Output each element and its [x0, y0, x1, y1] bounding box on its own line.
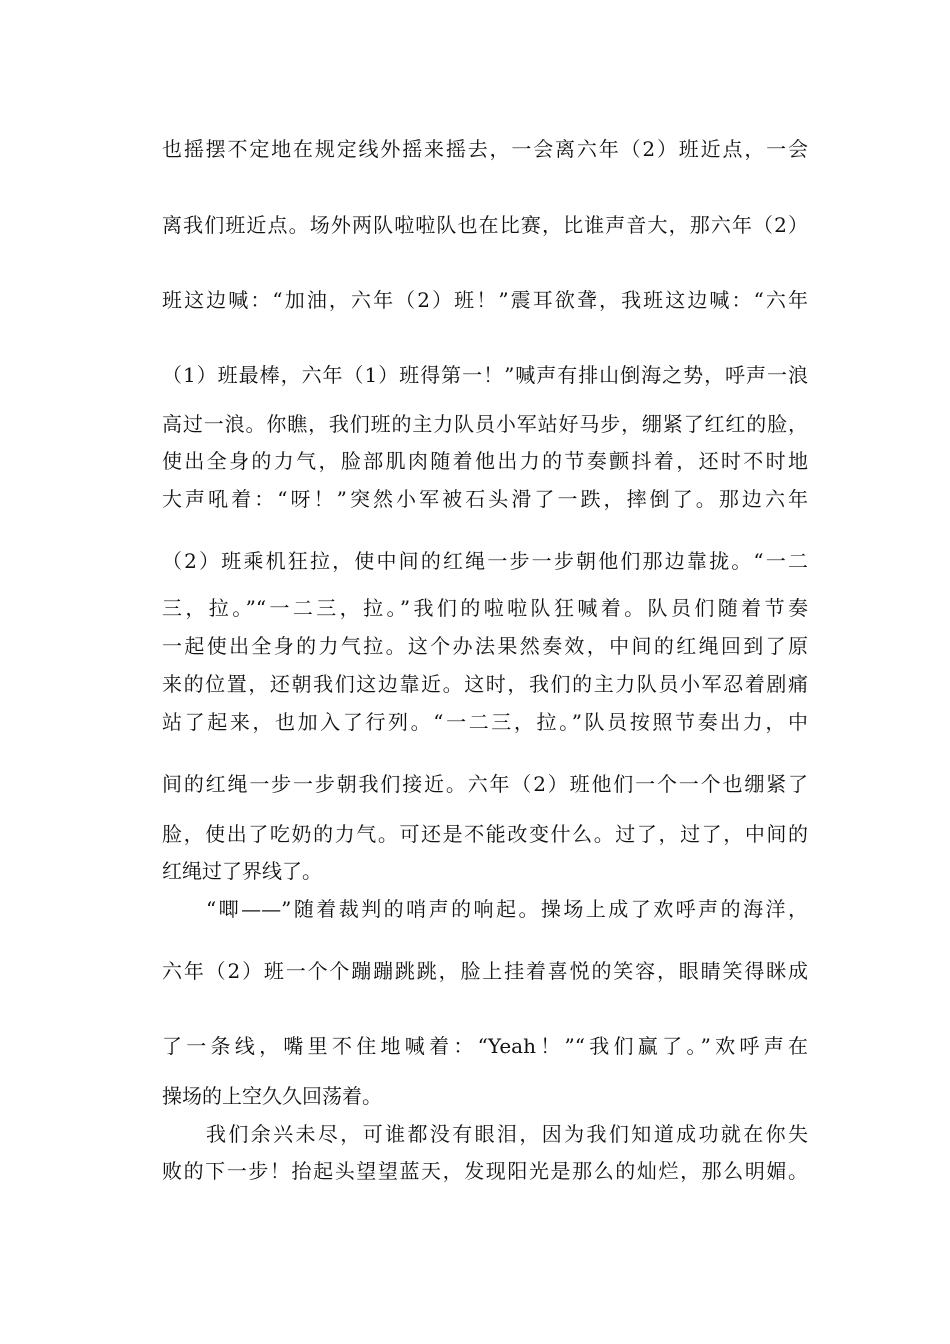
text-line: 脸，使出了吃奶的力气。可还是不能改变什么。过了，过了，中间的	[162, 822, 808, 846]
text-line: 了一条线，嘴里不住地喊着：“Yeah！”“我们赢了。”欢呼声在	[162, 1034, 808, 1058]
text-line: 站了起来，也加入了行列。“一二三，拉。”队员按照节奏出力，中	[162, 710, 808, 734]
text-line: 大声吼着：“呀！”突然小军被石头滑了一跌，摔倒了。那边六年	[162, 487, 808, 511]
text-line: 败的下一步！抬起头望望蓝天，发现阳光是那么的灿烂，那么明媚。	[162, 1159, 808, 1183]
text-line: 班这边喊：“加油，六年（2）班！”震耳欲聋，我班这边喊：“六年	[162, 288, 808, 312]
text-line: 离我们班近点。场外两队啦啦队也在比赛，比谁声音大，那六年（2）	[162, 213, 808, 237]
text-line: 来的位置，还朝我们这边靠近。这时，我们的主力队员小军忍着剧痛	[162, 672, 808, 696]
text-line: 高过一浪。你瞧，我们班的主力队员小军站好马步，绷紧了红红的脸，	[162, 412, 808, 436]
text-line: 间的红绳一步一步朝我们接近。六年（2）班他们一个一个也绷紧了	[162, 772, 808, 796]
text-line: 一起使出全身的力气拉。这个办法果然奏效，中间的红绳回到了原	[162, 634, 808, 658]
text-line: 使出全身的力气，脸部肌肉随着他出力的节奏颤抖着，还时不时地	[162, 449, 808, 473]
text-line: （2）班乘机狂拉，使中间的红绳一步一步朝他们那边靠拢。“一二	[162, 549, 808, 573]
text-line: 操场的上空久久回荡着。	[162, 1084, 382, 1108]
text-line: 红绳过了界线了。	[162, 859, 322, 883]
text-line: 我们余兴未尽，可谁都没有眼泪，因为我们知道成功就在你失	[206, 1122, 808, 1146]
text-line: （1）班最棒，六年（1）班得第一！”喊声有排山倒海之势，呼声一浪	[162, 363, 808, 387]
text-line: 三，拉。”“一二三，拉。”我们的啦啦队狂喊着。队员们随着节奏	[162, 596, 808, 620]
text-line: 六年（2）班一个个蹦蹦跳跳，脸上挂着喜悦的笑容，眼睛笑得眯成	[162, 959, 808, 983]
text-line: “唧——”随着裁判的哨声的响起。操场上成了欢呼声的海洋，	[206, 897, 808, 921]
text-line: 也摇摆不定地在规定线外摇来摇去，一会离六年（2）班近点，一会	[162, 137, 808, 161]
